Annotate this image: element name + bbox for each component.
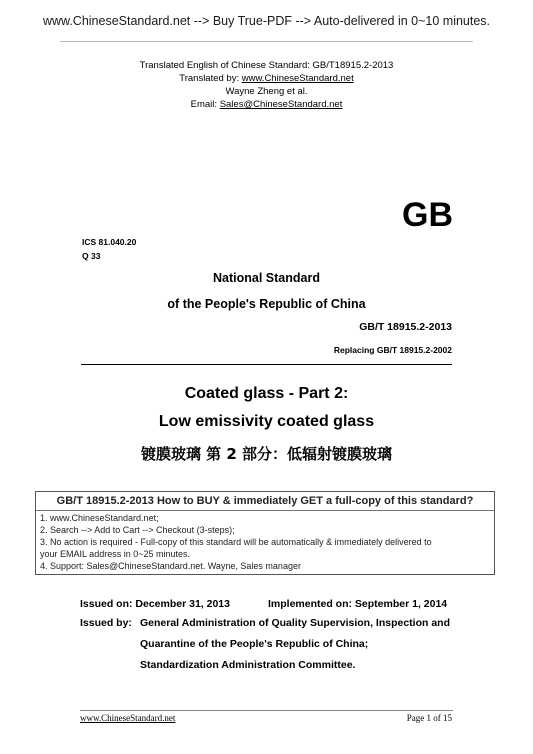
footer-site-link[interactable]: www.ChineseStandard.net xyxy=(80,713,176,723)
country-heading: of the People's Republic of China xyxy=(167,297,366,311)
ics-code: ICS 81.040.20 xyxy=(82,237,137,247)
translated-by-link[interactable]: www.ChineseStandard.net xyxy=(241,73,354,84)
purchase-heading-divider xyxy=(36,510,494,511)
issued-on: Issued on: December 31, 2013 xyxy=(80,598,230,610)
header-divider xyxy=(60,41,473,42)
footer-divider xyxy=(80,710,453,711)
top-banner: www.ChineseStandard.net --> Buy True-PDF --> Auto-delivered in 0~10 minutes. xyxy=(42,14,491,28)
email-line xyxy=(0,99,533,110)
issued-by-line-3: Standardization Administration Committee. xyxy=(140,659,356,671)
title-line-2: Low emissivity coated glass xyxy=(158,413,375,430)
replacing-code: Replacing GB/T 18915.2-2002 xyxy=(333,345,452,355)
gb-logo: GB xyxy=(402,196,453,234)
email-link[interactable]: Sales@ChineseStandard.net xyxy=(219,99,343,110)
purchase-info-box xyxy=(35,491,495,575)
issued-by-line-2: Quarantine of the People's Republic of China; xyxy=(140,638,369,650)
title-chinese: 镀膜玻璃 第 2 部分：低辐射镀膜玻璃 xyxy=(140,445,393,463)
standard-code: GB/T 18915.2-2013 xyxy=(359,321,452,333)
email-label: Email: xyxy=(190,99,220,110)
page-number: Page 1 of 15 xyxy=(406,713,452,723)
purchase-step-1: 1. www.ChineseStandard.net; xyxy=(40,513,159,523)
translated-by-label: Translated by: xyxy=(179,73,242,84)
purchase-step-4: 4. Support: Sales@ChineseStandard.net. Wayne, Sales manager xyxy=(40,561,301,571)
title-line-1: Coated glass - Part 2: xyxy=(184,385,349,402)
purchase-step-3: 3. No action is required - Full-copy of this standard will be automatically & immediately delivered to xyxy=(40,537,432,547)
translated-by-line xyxy=(0,73,533,84)
purchase-heading: GB/T 18915.2-2013 How to BUY & immediately GET a full-copy of this standard? xyxy=(56,495,474,507)
translation-title: Translated English of Chinese Standard: GB/T18915.2-2013 xyxy=(139,60,394,71)
national-standard-heading: National Standard xyxy=(213,271,320,285)
translator-name: Wayne Zheng et al. xyxy=(225,86,308,97)
title-divider xyxy=(81,364,452,365)
issued-by-line-1: General Administration of Quality Supervision, Inspection and xyxy=(140,617,450,629)
purchase-step-3-cont: your EMAIL address in 0~25 minutes. xyxy=(40,549,190,559)
category-code: Q 33 xyxy=(82,251,101,261)
purchase-step-2: 2. Search --> Add to Cart --> Checkout (3-steps); xyxy=(40,525,235,535)
issued-by-label: Issued by: xyxy=(80,617,132,629)
implemented-on: Implemented on: September 1, 2014 xyxy=(268,598,448,610)
